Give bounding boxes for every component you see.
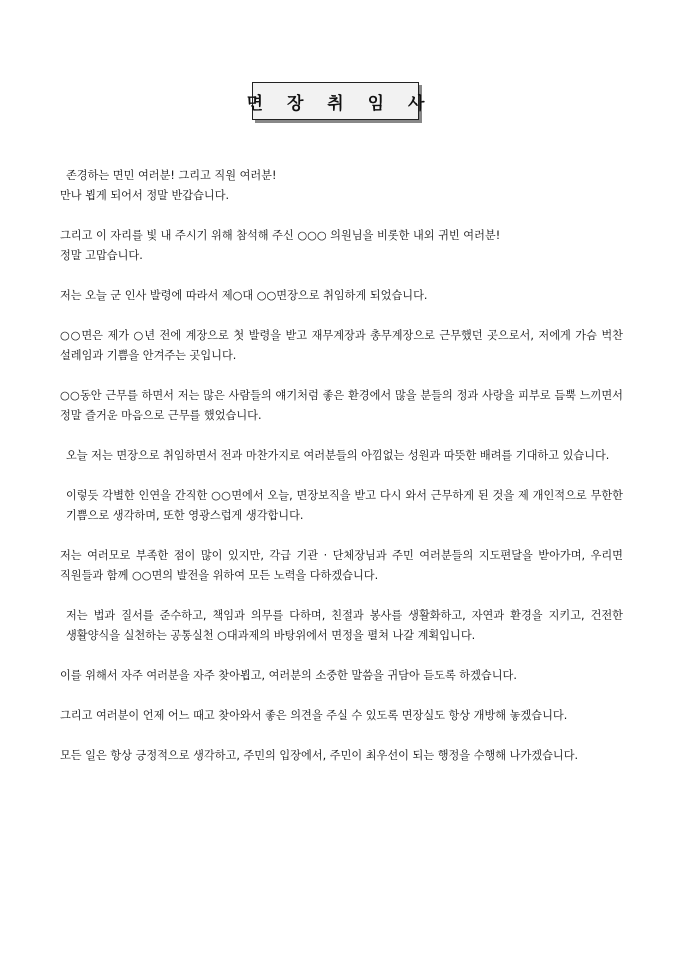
paragraph-line: 저는 여러모로 부족한 점이 많이 있지만, 각급 기관 · 단체장님과 주민 여러분들의 지도편달을 받아가며, 우리면 직원들과 함께 ○○면의 발전을 위하여 모든 노력을 다하겠습니다. — [60, 549, 623, 582]
paragraph-line: 이렇듯 각별한 인연을 간직한 ○○면에서 오늘, 면장보직을 받고 다시 와서 근무하게 된 것을 제 개인적으로 무한한 기쁨으로 생각하며, 또한 영광스럽게 생각합니다. — [66, 489, 623, 522]
paragraph-line: 만나 뵙게 되어서 정말 반갑습니다. — [60, 189, 230, 202]
paragraph-10 — [60, 606, 623, 646]
paragraph-line: 저는 오늘 군 인사 발령에 따라서 제○대 ○○면장으로 취임하게 되었습니다. — [60, 289, 428, 302]
paragraph-5 — [60, 326, 623, 366]
paragraph-line: 그리고 이 자리를 빛 내 주시기 위해 참석해 주신 ○○○ 의원님을 비롯한 내외 귀빈 여러분! — [60, 229, 501, 242]
paragraph-2 — [60, 186, 623, 206]
paragraph-line: 저는 법과 질서를 준수하고, 책임과 의무를 다하며, 친절과 봉사를 생활화하고, 자연과 환경을 지키고, 건전한 생활양식을 실천하는 공통실천 ○대과제의 바탕위에서 면정을 펼쳐 나갈 계획입니다. — [66, 609, 623, 642]
paragraph-line: 정말 고맙습니다. — [60, 249, 143, 262]
paragraph-line: 그리고 여러분이 언제 어느 때고 찾아와서 좋은 의견을 주실 수 있도록 면장실도 항상 개방해 놓겠습니다. — [60, 709, 568, 722]
paragraph-9 — [60, 546, 623, 586]
paragraph-7 — [60, 446, 623, 466]
paragraph-13 — [60, 746, 623, 766]
paragraph-12 — [60, 706, 623, 726]
paragraph-6 — [60, 386, 623, 426]
paragraph-line: 존경하는 면민 여러분! 그리고 직원 여러분! — [66, 169, 277, 182]
paragraph-line: ○○면은 제가 ○년 전에 계장으로 첫 발령을 받고 재무계장과 총무계장으로 근무했던 곳으로서, 저에게 가슴 벅찬 설레임과 기쁨을 안겨주는 곳입니다. — [60, 329, 623, 362]
paragraph-line: 이를 위해서 자주 여러분을 자주 찾아뵙고, 여러분의 소중한 말씀을 귀담아 듣도록 하겠습니다. — [60, 669, 517, 682]
paragraph-line: ○○동안 근무를 하면서 저는 많은 사람들의 얘기처럼 좋은 환경에서 많을 분들의 정과 사랑을 피부로 듬뿍 느끼면서 정말 즐거운 마음으로 근무를 했었습니다. — [60, 389, 623, 422]
paragraph-1 — [60, 166, 623, 186]
paragraph-4 — [60, 286, 623, 306]
paragraph-line: 모든 일은 항상 긍정적으로 생각하고, 주민의 입장에서, 주민이 최우선이 되는 행정을 수행해 나가겠습니다. — [60, 749, 579, 762]
speech-body — [60, 166, 623, 786]
paragraph-line: 오늘 저는 면장으로 취임하면서 전과 마찬가지로 여러분들의 아낌없는 성원과 따뜻한 배려를 기대하고 있습니다. — [66, 449, 610, 462]
title-box — [246, 82, 434, 120]
paragraph-8 — [60, 486, 623, 526]
paragraph-11 — [60, 666, 623, 686]
page-title: 면 장 취 임 사 — [246, 93, 434, 114]
paragraph-3 — [60, 226, 623, 266]
